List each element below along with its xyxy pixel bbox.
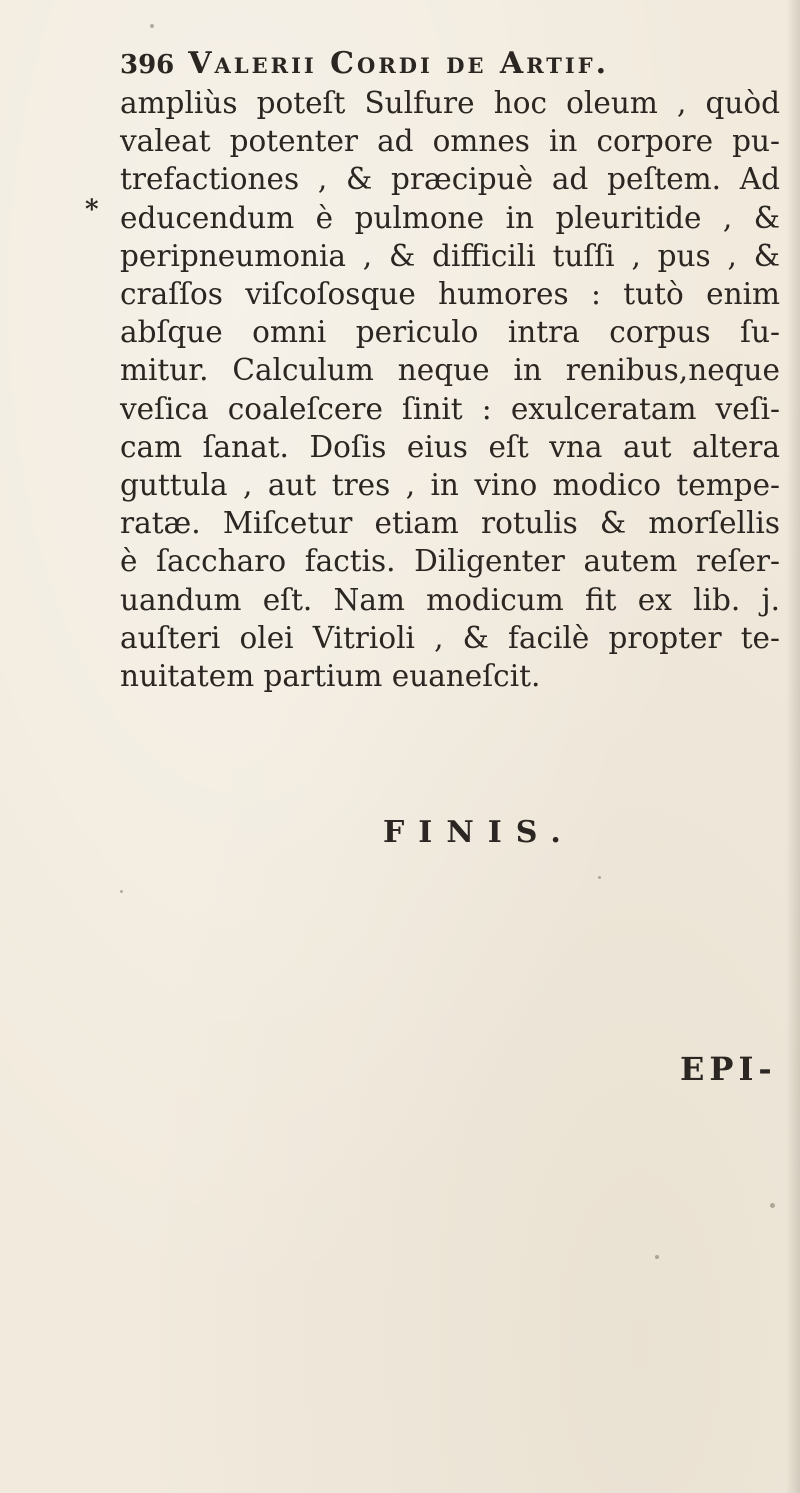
text-line: cam ſanat. Doſis eius eſt vna aut altera (120, 429, 780, 464)
marginal-asterisk-mark: * (85, 195, 99, 225)
text-line: mitur. Calculum neque in renibus,neque (120, 353, 780, 388)
running-header (120, 40, 760, 88)
text-line: è ſaccharo factis. Diligenter autem reſer- (120, 544, 780, 579)
text-line: auſteri olei Vitrioli , & facilè propter te- (120, 620, 780, 655)
paper-speck (598, 876, 601, 879)
text-line: valeat potenter ad omnes in corpore pu- (120, 124, 780, 159)
text-line: ratæ. Miſcetur etiam rotulis & morſellis (120, 506, 780, 541)
text-line: ampliùs poteſt Sulfure hoc oleum , quòd (120, 86, 780, 120)
body-text (120, 84, 780, 695)
text-line: educendum è pulmone in pleuritide , & (120, 200, 780, 235)
catchword: EPI- (680, 1050, 777, 1088)
text-line: uandum eſt. Nam modicum fit ex lib. j. (120, 582, 780, 617)
page-edge-shadow (786, 0, 800, 1493)
paper-speck (770, 1203, 775, 1208)
text-line: veſica coaleſcere ſinit : exulceratam veſi- (120, 391, 780, 426)
text-line: nuitatem partium euaneſcit. (120, 659, 541, 694)
text-line: trefactiones , & præcipuè ad peſtem. Ad (120, 162, 780, 197)
text-line: peripneumonia , & difficili tuſſi , pus , & (120, 238, 780, 273)
text-line: guttula , aut tres , in vino modico tempe- (120, 468, 780, 503)
text-line: craſſos viſcoſosque humores : tutò enim (120, 277, 780, 312)
running-title: Valerii Cordi de Artif. (188, 46, 610, 81)
paper-speck (120, 890, 123, 893)
paper-speck (150, 24, 154, 28)
page-number: 396 (120, 50, 175, 80)
finis-heading: FINIS. (383, 815, 575, 850)
paper-speck (655, 1255, 659, 1259)
text-line: abſque omni periculo intra corpus ſu- (120, 315, 780, 350)
